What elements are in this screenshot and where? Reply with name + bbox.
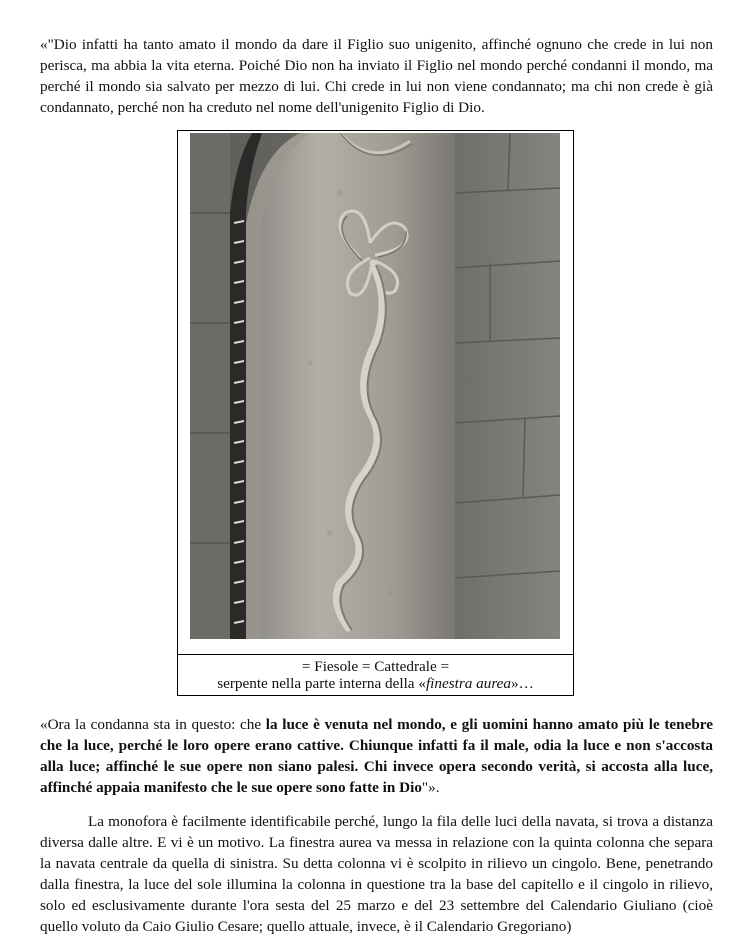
- caption-prefix: serpente nella parte interna della «: [217, 675, 426, 692]
- figure-caption: [178, 655, 573, 695]
- paragraph-body: La monofora è facilmente identificabile perché, lungo la fila delle luci della navata, si trova a distanza diversa dalle altre. E vi è un motivo. La finestra aurea va messa in relazione con la quinta colonna che separa la navata centrale da quella di sinistra. Su detta colonna vi è scolpito in rilievo un cingolo. Bene, penetrando dalla finestra, la luce del sole illumina la colonna in questione tra la base del capitello e il cingolo in rilievo, solo ed esclusivamente durante l'ora sesta del 25 marzo e del 23 settembre del Calendario Giuliano (cioè quello voluto da Caio Giulio Cesare; quello attuale, invece, è il Calendario Gregoriano): [40, 813, 713, 935]
- caption-suffix: »…: [511, 675, 534, 692]
- quote-2-intro: «Ora la condanna sta in questo: che: [40, 716, 266, 733]
- quote-2-bold: la luce è venuta nel mondo, e gli uomini hanno amato più le tenebre che la luce, perché le loro opere erano cattive. Chiunque infatti fa il male, odia la luce e non s'accosta alla luce; affinché le sue opere non siano palesi. Chi invece opera secondo verità, si accosta alla luce, affinché appaia manifesto che le sue opere sono fatte in Dio: [40, 716, 713, 796]
- caption-italic: finestra aurea: [425, 675, 512, 692]
- caption-line-2: [182, 675, 569, 692]
- quote-2-end: "».: [421, 779, 440, 796]
- photo-frame: [178, 131, 573, 655]
- document-page: [40, 34, 713, 937]
- caption-line-1: = Fiesole = Cattedrale =: [301, 658, 450, 675]
- figure: [177, 130, 574, 696]
- paragraph-quote-1: «"Dio infatti ha tanto amato il mondo da dare il Figlio suo unigenito, affinché ognuno che crede in lui non perisca, ma abbia la vita eterna. Poiché Dio non ha inviato il Figlio nel mondo perché condanni il mondo, ma perché il mondo sia salvato per mezzo di lui. Chi crede in lui non viene condannato; ma chi non crede è già condannato, perché non ha creduto nel nome dell'unigenito Figlio di Dio.: [40, 36, 713, 116]
- paragraph-quote-2: [40, 714, 713, 798]
- serpent-relief-photo: [190, 133, 560, 639]
